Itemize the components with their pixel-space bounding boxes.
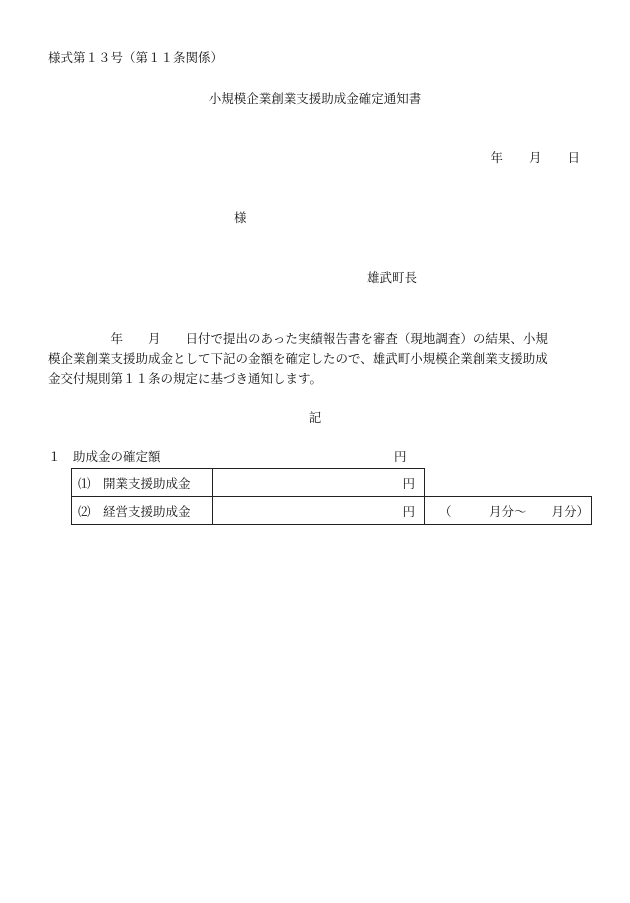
row-amount-unit: 円 (213, 497, 425, 525)
row-amount-unit: 円 (213, 469, 425, 497)
table-row (72, 469, 592, 497)
addressee-honorific: 様 (234, 210, 247, 225)
date-year: 年 (490, 150, 503, 165)
issuer-name: 雄武町長 (367, 270, 418, 285)
row-period (425, 497, 592, 525)
section-number: １ (48, 449, 61, 464)
grant-breakdown-table (71, 468, 592, 525)
date-line (490, 152, 580, 165)
date-month: 月 (528, 150, 542, 165)
row-label: ⑴ 開業支援助成金 (72, 469, 213, 497)
table-row (72, 497, 592, 525)
body-line-1: 年 月 日付で提出のあった実績報告書を審査（現地調査）の結果、小規 (48, 331, 548, 346)
body-line-3: 金交付規則第１１条の規定に基づき通知します。 (48, 371, 323, 386)
date-day: 日 (567, 150, 580, 165)
notice-body (48, 329, 584, 389)
row-period-empty (425, 469, 592, 497)
row-label: ⑵ 経営支援助成金 (72, 497, 213, 525)
period-text: 月分～ 月分） (451, 503, 590, 519)
body-line-2: 模企業創業支援助成金として下記の金額を確定したので、雄武町小規模企業創業支援助成 (48, 351, 548, 366)
form-number: 様式第１３号（第１１条関係） (48, 50, 224, 65)
section-label: 助成金の確定額 (73, 449, 161, 464)
ki-heading: 記 (308, 410, 322, 425)
document-title: 小規模企業創業支援助成金確定通知書 (208, 91, 422, 106)
period-open: （ (439, 503, 452, 519)
section-unit: 円 (394, 449, 407, 464)
